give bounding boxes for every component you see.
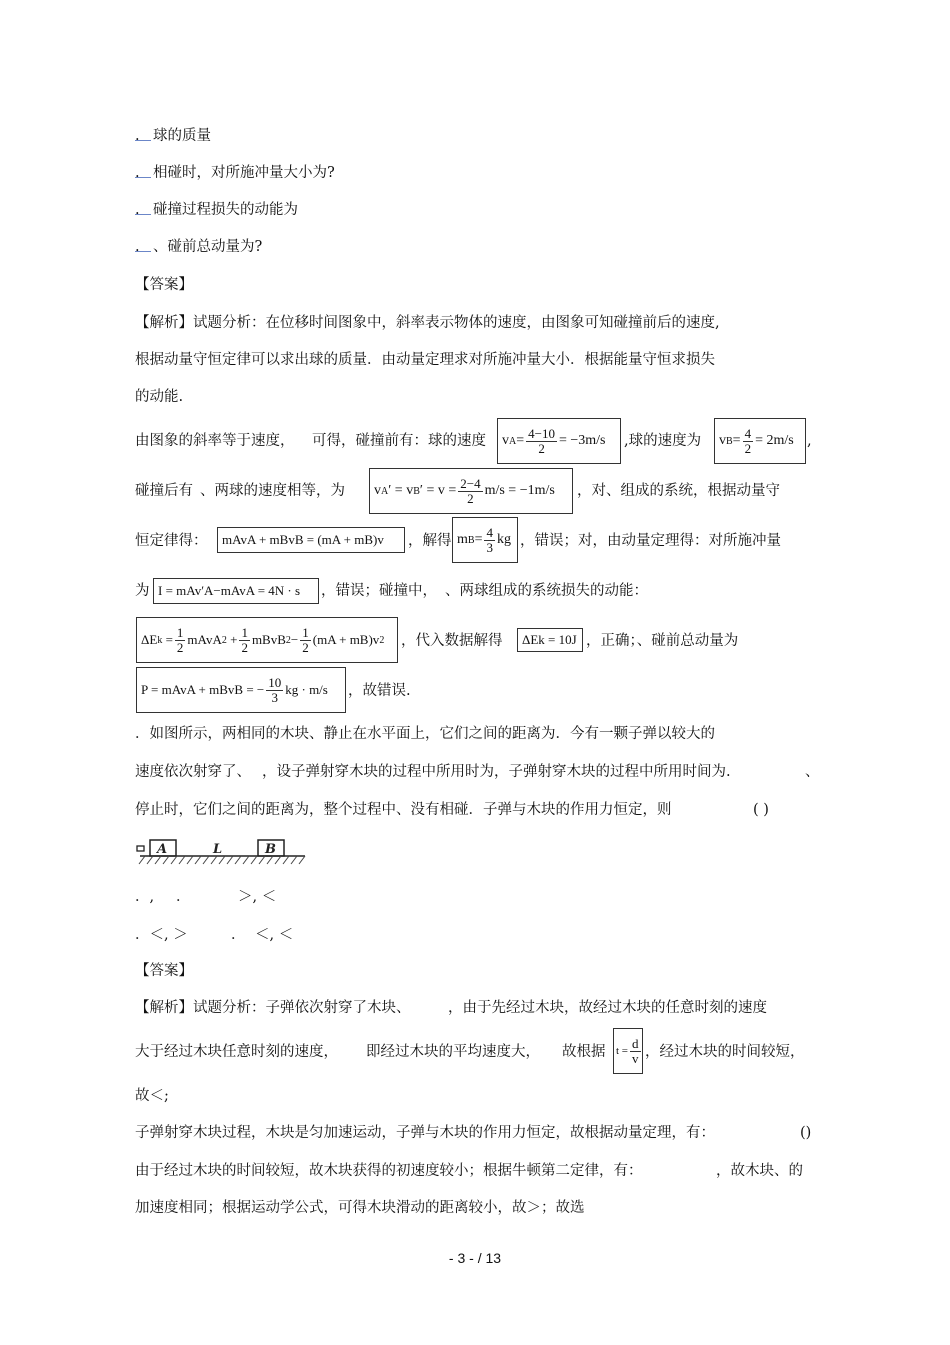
analysis1-line8a: ，代入数据解得 [401,633,503,649]
q2-option-d: ． [231,927,246,943]
analysis1-line3: 的动能. [135,389,184,405]
option-marker: . [135,163,151,178]
option-marker: . [135,126,151,141]
analysis1-line4b: 可得，碰撞前有：球的速度 [312,433,486,449]
option-marker: . [135,237,151,252]
blocks-figure [135,838,310,874]
question2-line2a: 速度依次射穿了、 [135,764,251,780]
distance-label: L [213,842,223,857]
analysis1-line4a: 由图象的斜率等于速度， [135,433,295,449]
question2-line2c: 、 [805,764,820,780]
equation-vb: v B = $\frac{4}{2}$ = 2m/s [714,418,806,464]
equation-dEk-value: ΔEk = 10J [517,628,583,652]
analysis1-line7c: 、两球组成的系统损失的动能： [445,583,648,599]
equation-dEk: ΔE k = $\frac{1}{2}$ mAvA 2 + $\frac{1}{2}$ mBvB 2 − $\frac{1}{2}$ (mA + mB)v 2 [136,617,398,663]
analysis2-line2a: 大于经过木块任意时刻的速度， [135,1044,338,1060]
analysis1-line1: 【解析】试题分析：在位移时间图象中，斜率表示物体的速度，由图象可知碰撞前后的速度, [135,315,720,331]
equation-vafter: v A ′ = v B ′ = v = $\frac{2-4}{2}$ m/s = −1m/s [369,468,573,514]
equation-mb: m B = $\frac{4}{3}$ kg [452,517,518,563]
q2-option-b-text: ＞, ＜ [238,889,277,905]
analysis1-line5c: ，对、组成的系统，根据动量守 [577,483,780,499]
option-b [135,163,335,183]
ground-hatch [139,856,305,864]
analysis1-line4d: , [807,433,812,449]
block-a-label: A [157,842,168,857]
analysis2-line1b: ，由于先经过木块，故经过木块的任意时刻的速度 [448,1000,767,1016]
analysis1-line6a: 恒定律得： [135,533,208,549]
analysis2-line5b: ，故木块、的 [716,1163,803,1179]
analysis1-line5b: 、两球的速度相等，为 [200,483,345,499]
question2-line3a: 停止时，它们之间的距离为，整个过程中、没有相碰．子弹与木块的作用力恒定，则 [135,802,672,818]
equation-va: v A = $\frac{4-10}{2}$ = −3m/s [497,418,621,464]
analysis2-line2d: ，经过木块的时间较短， [645,1044,805,1060]
analysis1-line6c: ，错误；对，由动量定理得：对所施冲量 [520,533,781,549]
bullet-shape [137,846,144,851]
q2-option-b: ． [176,889,191,905]
blocks-figure-svg [135,838,310,870]
analysis1-line7a: 为 [135,583,150,599]
q2-option-d-text: ＜, ＜ [255,927,294,943]
option-a [135,126,211,146]
option-b-text: 相碰时，对所施冲量大小为? [153,165,335,181]
analysis2-line6: 加速度相同；根据运动学公式，可得木块滑动的距离较小，故＞；故选 [135,1200,585,1216]
option-c [135,200,298,220]
analysis1-line9a: ，故错误. [348,683,411,699]
equation-impulse: I = mAv′A−mAvA = 4N · s [153,578,319,604]
analysis2-line1a: 【解析】试题分析：子弹依次射穿了木块、 [135,1000,411,1016]
analysis1-line8b: ，正确；、碰前总动量为 [586,633,739,649]
q2-option-c: ．＜, ＞ [135,927,188,943]
question2-line3b: ( ) [753,802,769,818]
analysis2-line2c: 故根据 [562,1044,606,1060]
analysis2-line5a: 由于经过木块的时间较短，故木块获得的初速度较小；根据牛顿第二定律，有： [135,1163,643,1179]
equation-momentum-total: P = mAvA + mBvB = − $\frac{10}{3}$ kg · m/s [136,667,346,713]
option-a-text: 球的质量 [153,128,211,144]
analysis2-line3: 故＜; [135,1088,169,1104]
question2-line2b: ，设子弹射穿木块的过程中所用时为，子弹射穿木块的过程中所用时间为. [262,764,731,780]
analysis2-line4b: () [800,1125,812,1141]
question2-line1: ．如图所示，两相同的木块、静止在水平面上，它们之间的距离为．今有一颗子弹以较大的 [135,726,715,742]
q2-option-a: ．, [135,889,155,905]
analysis1-line7b: ，错误；碰撞中， [321,583,437,599]
analysis1-line4c: ,球的速度为 [624,433,702,449]
answer-label-1: 【答案】 [135,277,193,293]
page-footer: - 3 - / 13 [448,1250,502,1266]
analysis1-line6b: ，解得 [408,533,452,549]
equation-momentum: mAvA + mBvB = (mA + mB)v [217,527,405,553]
analysis1-line5a: 碰撞后有 [135,483,193,499]
option-d-text: 、碰前总动量为? [153,239,263,255]
option-c-text: 碰撞过程损失的动能为 [153,202,298,218]
option-marker: . [135,200,151,215]
block-b-label: B [265,842,276,857]
answer-label-2: 【答案】 [135,963,193,979]
analysis2-line2b: 即经过木块的平均速度大， [366,1044,540,1060]
equation-time: t = $\frac{d}{v}$ [613,1028,643,1074]
analysis2-line4a: 子弹射穿木块过程，木块是匀加速运动，子弹与木块的作用力恒定，故根据动量定理，有： [135,1125,715,1141]
analysis1-line2: 根据动量守恒定律可以求出球的质量．由动量定理求对所施冲量大小．根据能量守恒求损失 [135,352,715,368]
option-d [135,237,262,257]
